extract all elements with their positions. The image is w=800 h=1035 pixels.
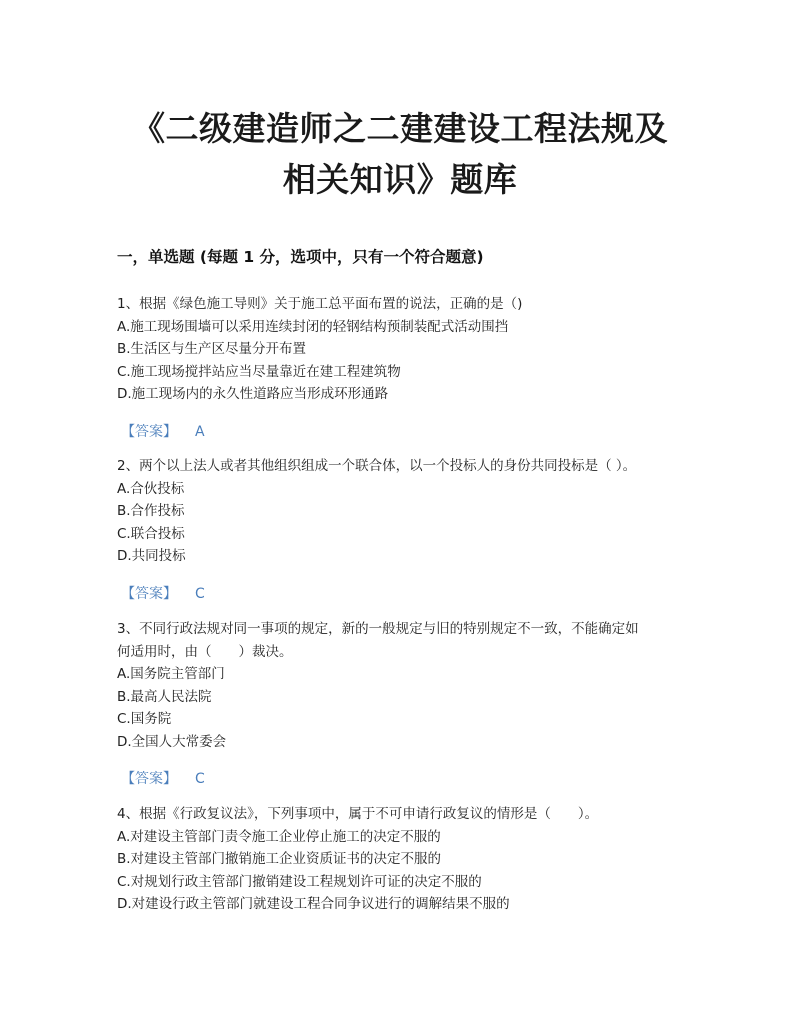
question-3-stem-line-2: 何适用时，由（ ）裁决。 xyxy=(117,643,293,660)
answer-value: C xyxy=(195,586,205,602)
answer-label: 【答案】 xyxy=(121,586,177,602)
question-4 xyxy=(117,803,677,916)
question-4-option-b: B.对建设主管部门撤销施工企业资质证书的决定不服的 xyxy=(117,851,442,867)
answer-label: 【答案】 xyxy=(121,424,177,440)
question-3 xyxy=(117,618,677,753)
question-3-option-b: B.最高人民法院 xyxy=(117,688,212,705)
question-2-option-c: C.联合投标 xyxy=(117,525,185,542)
section-heading: 一，单选题 (每题 1 分，选项中，只有一个符合题意) xyxy=(117,248,484,266)
question-3-option-a: A.国务院主管部门 xyxy=(117,666,225,682)
question-4-option-d: D.对建设行政主管部门就建设工程合同争议进行的调解结果不服的 xyxy=(117,896,510,912)
question-2-option-a: A.合伙投标 xyxy=(117,480,185,497)
question-1 xyxy=(117,293,677,406)
question-2 xyxy=(117,455,677,568)
answer-label: 【答案】 xyxy=(121,771,177,787)
answer-value: A xyxy=(195,424,205,440)
question-1-option-c: C.施工现场搅拌站应当尽量靠近在建工程建筑物 xyxy=(117,363,401,380)
question-3-option-d: D.全国人大常委会 xyxy=(117,733,227,750)
question-1-answer xyxy=(121,421,205,441)
question-4-option-c: C.对规划行政主管部门撤销建设工程规划许可证的决定不服的 xyxy=(117,873,482,890)
document-title-line-2: 相关知识》题库 xyxy=(282,160,518,199)
question-2-stem: 2、两个以上法人或者其他组织组成一个联合体，以一个投标人的身份共同投标是（ ）。 xyxy=(117,458,637,474)
question-1-option-d: D.施工现场内的永久性道路应当形成环形通路 xyxy=(117,386,389,402)
question-2-option-b: B.合作投标 xyxy=(117,503,185,519)
document-title-line-1: 《二级建造师之二建建设工程法规及 xyxy=(132,109,668,148)
question-1-option-a: A.施工现场围墙可以采用连续封闭的轻钢结构预制装配式活动围挡 xyxy=(117,318,509,335)
question-3-stem-line-1: 3、不同行政法规对同一事项的规定，新的一般规定与旧的特别规定不一致，不能确定如 xyxy=(117,621,639,637)
question-4-stem: 4、根据《行政复议法》，下列事项中，属于不可申请行政复议的情形是（ ）。 xyxy=(117,806,599,822)
question-2-option-d: D.共同投标 xyxy=(117,548,186,564)
question-3-option-c: C.国务院 xyxy=(117,711,172,727)
question-2-answer xyxy=(121,583,205,603)
answer-value: C xyxy=(195,771,205,787)
question-4-option-a: A.对建设主管部门责令施工企业停止施工的决定不服的 xyxy=(117,828,441,845)
question-1-option-b: B.生活区与生产区尽量分开布置 xyxy=(117,341,307,357)
question-1-stem: 1、根据《绿色施工导则》关于施工总平面布置的说法，正确的是（) xyxy=(117,296,523,312)
question-3-answer xyxy=(121,768,205,788)
